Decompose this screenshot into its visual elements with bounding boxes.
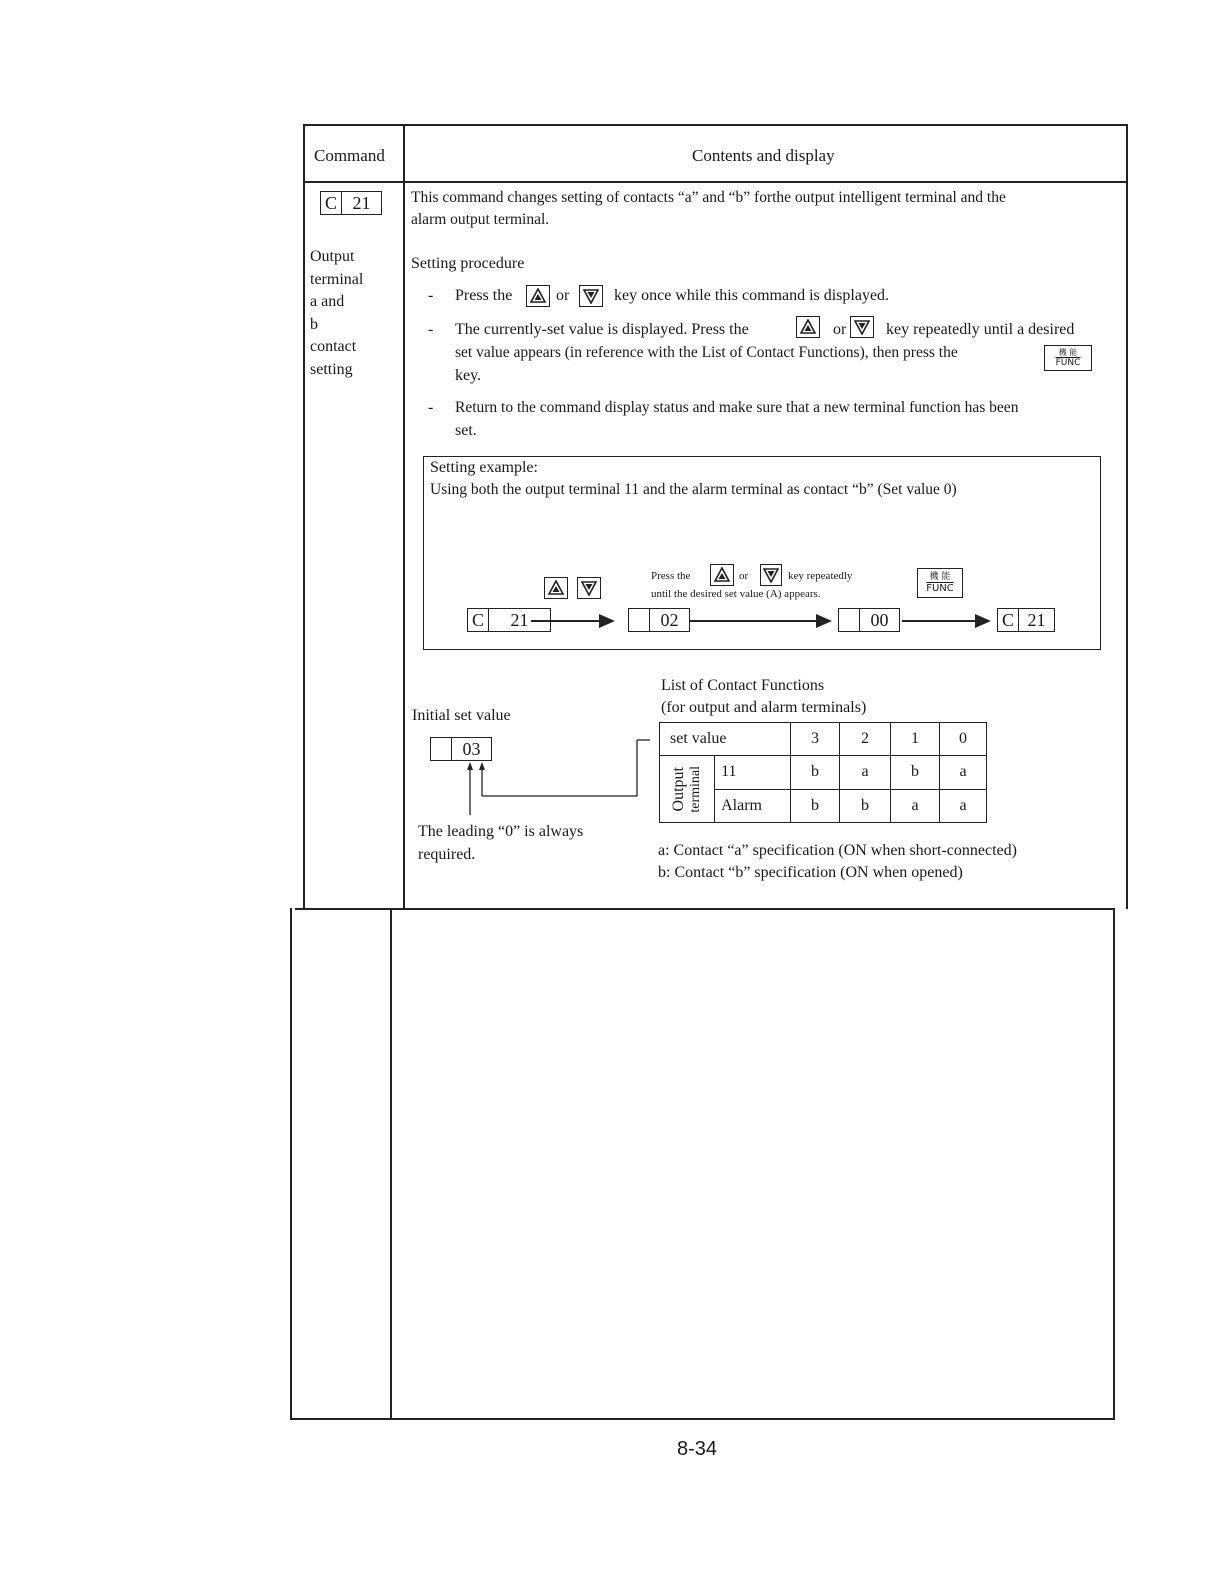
func-key-icon (1044, 345, 1092, 371)
legend-b: b: Contact “b” specification (ON when opened) (658, 864, 963, 881)
func-key-label: FUNC (926, 582, 954, 594)
header-contents: Contents and display (692, 146, 835, 165)
row-divider (295, 908, 1115, 910)
flow-display-left (838, 608, 860, 632)
up-arrow-key-icon (544, 577, 568, 599)
func-key-label: FUNC (1055, 357, 1081, 368)
up-arrow-key-icon (796, 316, 820, 338)
legend-a: a: Contact “a” specification (ON when short-connected) (658, 842, 1017, 859)
header-underline (303, 181, 1127, 183)
step2-line2: set value appears (in reference with the List of Contact Functions), then press the (455, 344, 958, 361)
contact-list-title: List of Contact Functions (661, 677, 825, 694)
table-cell: a (940, 756, 987, 790)
intro-line-1: This command changes setting of contacts “a” and “b” forthe output intelligent terminal and the (411, 189, 1006, 206)
func-key-kanji: 機 能 (1058, 347, 1078, 357)
step1-post: key once while this command is displayed. (614, 287, 890, 304)
step3-bullet: - (428, 399, 434, 416)
step1-bullet: - (428, 287, 434, 304)
table-header-value: 0 (940, 723, 987, 756)
step2-bullet: - (428, 321, 434, 338)
frame-left-line-upper (303, 124, 305, 909)
command-name-line: contact (310, 338, 357, 355)
example-note-line2: until the desired set value (A) appears. (651, 588, 821, 600)
table-cell: a (840, 756, 891, 790)
step2-line3: key. (455, 367, 482, 384)
table-cell: a (891, 789, 940, 823)
command-name-line: Output (310, 248, 355, 265)
table-header-value: 3 (791, 723, 840, 756)
intro-line-2: alarm output terminal. (411, 211, 550, 228)
flow-arrow-2 (690, 620, 818, 622)
func-key-kanji: 機 能 (929, 571, 951, 582)
table-header-value: 2 (840, 723, 891, 756)
down-arrow-key-icon (579, 285, 603, 307)
contact-list-subtitle: (for output and alarm terminals) (661, 699, 867, 716)
flow-display-4 (997, 608, 1055, 632)
command-name-line: setting (310, 360, 353, 378)
row-name: 11 (715, 756, 791, 790)
flow-display-right: 00 (860, 608, 900, 632)
example-note-post: key repeatedly (788, 570, 853, 582)
side-label-output: Output (670, 766, 688, 812)
command-name (310, 246, 363, 381)
step2-post: key repeatedly until a desired (886, 321, 1075, 338)
initial-display-right: 03 (452, 737, 492, 761)
step2-pre: The currently-set value is displayed. Press the (455, 321, 749, 338)
row-name: Alarm (715, 789, 791, 823)
step3-line1: Return to the command display status and make sure that a new terminal function has been (455, 399, 1019, 416)
procedure-title: Setting procedure (411, 255, 525, 272)
table-header-value: 1 (891, 723, 940, 756)
step3-line2: set. (455, 422, 477, 439)
side-label-terminal: terminal (688, 765, 704, 813)
command-code-letter: C (320, 191, 342, 215)
func-key-icon (917, 568, 963, 598)
table-cell: b (791, 756, 840, 790)
initial-label: Initial set value (412, 707, 511, 724)
column-divider-upper (403, 124, 405, 909)
example-note-or: or (739, 570, 749, 582)
frame-right-line-lower (1113, 908, 1115, 1420)
column-divider-lower (390, 908, 392, 1420)
step1-or: or (556, 287, 570, 304)
table-cell: b (791, 789, 840, 823)
table-row (660, 756, 987, 790)
table-cell: a (940, 789, 987, 823)
example-description: Using both the output terminal 11 and the alarm terminal as contact “b” (Set value 0) (430, 481, 957, 498)
frame-left-line-lower (290, 908, 292, 1420)
initial-note-line-1: The leading “0” is always (418, 823, 584, 840)
output-terminal-side-label (660, 756, 715, 823)
frame-right-line-upper (1126, 124, 1128, 909)
down-arrow-key-icon (760, 564, 782, 586)
flow-arrow-3 (902, 620, 977, 622)
step1-pre: Press the (455, 287, 513, 304)
command-code-number: 21 (342, 191, 382, 215)
table-cell: b (891, 756, 940, 790)
step2-or: or (833, 321, 847, 338)
initial-display-left (430, 737, 452, 761)
flow-display-left (628, 608, 650, 632)
flow-display-right: 02 (650, 608, 690, 632)
example-title: Setting example: (430, 459, 538, 476)
flow-display-right: 21 (489, 608, 551, 632)
contact-functions-table (659, 722, 987, 823)
flow-arrowhead-3 (975, 614, 991, 628)
frame-bottom-line (290, 1418, 1114, 1420)
flow-display-right: 21 (1019, 608, 1055, 632)
flow-arrowhead-2 (816, 614, 832, 628)
flow-display-3 (838, 608, 900, 632)
table-header-label: set value (660, 723, 791, 756)
flow-display-left: C (467, 608, 489, 632)
command-name-line: terminal (310, 270, 364, 288)
initial-note-line-2: required. (418, 846, 476, 863)
up-arrow-key-icon (526, 285, 550, 307)
command-code-display (320, 191, 382, 215)
example-note-pre: Press the (651, 570, 691, 582)
frame-top-line (303, 124, 1127, 126)
flow-display-2 (628, 608, 690, 632)
command-name-line: b (310, 315, 318, 333)
header-command: Command (314, 146, 385, 165)
flow-arrow-1 (531, 620, 601, 622)
page-number: 8-34 (677, 1438, 718, 1460)
up-arrow-key-icon (710, 564, 734, 586)
down-arrow-key-icon (577, 577, 601, 599)
table-header-row (660, 723, 987, 756)
flow-display-left: C (997, 608, 1019, 632)
table-cell: b (840, 789, 891, 823)
command-name-line: a and (310, 293, 345, 310)
down-arrow-key-icon (850, 316, 874, 338)
flow-arrowhead-1 (599, 614, 615, 628)
